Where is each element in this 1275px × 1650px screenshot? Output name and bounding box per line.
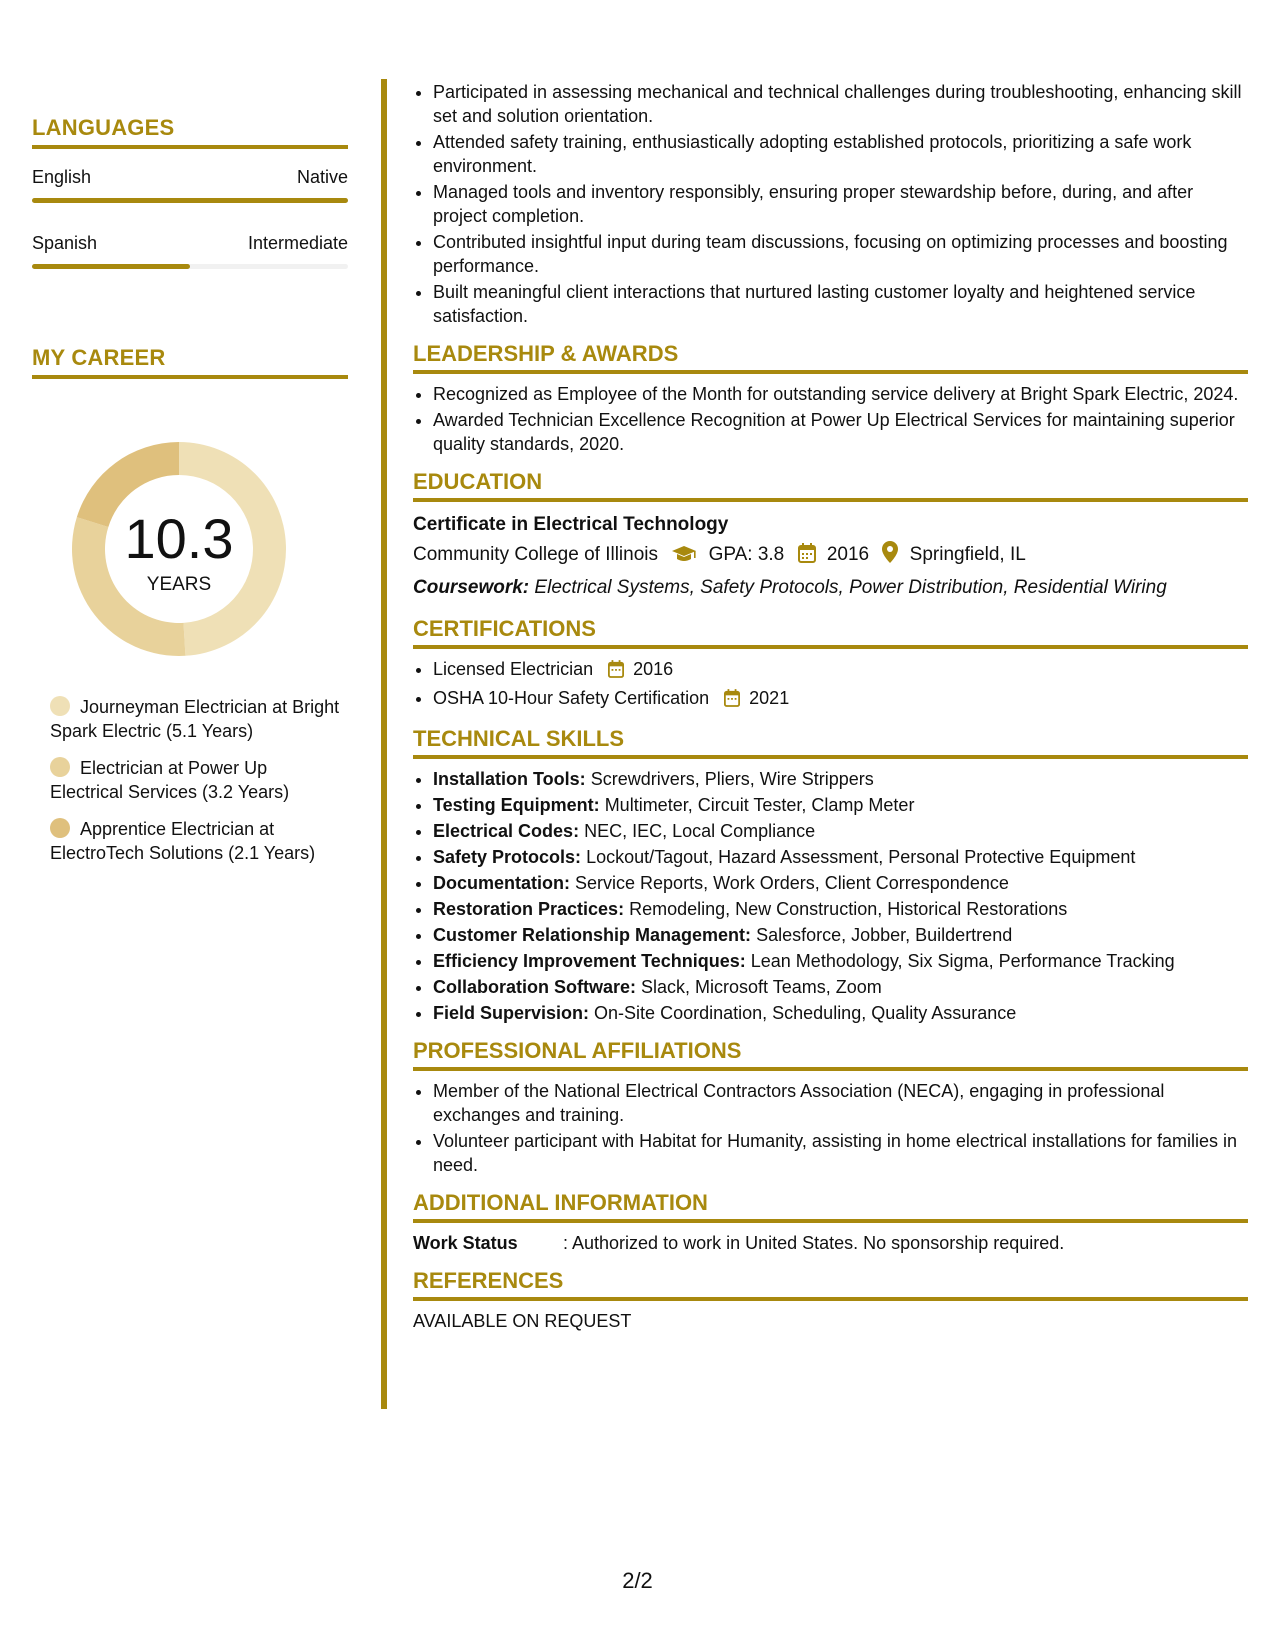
coursework-list: Electrical Systems, Safety Protocols, Power Distribution, Residential Wiring	[534, 577, 1167, 598]
list-item: • Awarded Technician Excellence Recognition at Power Up Electrical Services for maintaining superior quality standards, 2020.	[433, 408, 1248, 456]
leadership-list	[413, 382, 1248, 456]
certification-year: 2021	[749, 688, 790, 708]
list-item: • Attended safety training, enthusiastically adopting established protocols, prioritizing a safe work environment.	[433, 130, 1248, 178]
career-role-label: Journeyman Electrician at Bright Spark Electric (5.1 Years)	[50, 697, 340, 741]
skill-value: Lockout/Tagout, Hazard Assessment, Personal Protective Equipment	[586, 847, 1136, 867]
language-proficiency-fill	[32, 198, 348, 203]
skills-list	[413, 767, 1248, 1025]
column-divider	[381, 79, 387, 1409]
skill-value: Screwdrivers, Pliers, Wire Strippers	[590, 769, 874, 789]
career-donut-chart	[66, 436, 292, 662]
references-title: REFERENCES	[413, 1269, 1248, 1301]
skill-value: On-Site Coordination, Scheduling, Quality Assurance	[594, 1003, 1017, 1023]
skill-label: Field Supervision:	[433, 1003, 590, 1023]
skill-value: Lean Methodology, Six Sigma, Performance Tracking	[750, 951, 1175, 971]
list-item	[433, 767, 1248, 791]
legend-dot-icon	[50, 696, 70, 716]
legend-dot-icon	[50, 818, 70, 838]
list-item	[433, 871, 1248, 895]
language-proficiency-bar	[32, 198, 348, 203]
list-item: • Managed tools and inventory responsibly, ensuring proper stewardship before, during, and after project completion.	[433, 180, 1248, 228]
list-item	[433, 923, 1248, 947]
skill-label: Restoration Practices:	[433, 899, 625, 919]
certification-name: OSHA 10-Hour Safety Certification	[433, 688, 710, 708]
skill-label: Documentation:	[433, 873, 570, 893]
list-item: • Volunteer participant with Habitat for Humanity, assisting in home electrical installations for families in need.	[433, 1129, 1248, 1177]
skill-label: Efficiency Improvement Techniques:	[433, 951, 746, 971]
list-item: • Member of the National Electrical Contractors Association (NECA), engaging in professional exchanges and training.	[433, 1079, 1248, 1127]
degree-name: Certificate in Electrical Technology	[413, 514, 729, 535]
career-total-value: 10.3	[124, 507, 234, 570]
career-legend-item	[50, 695, 340, 743]
legend-dot-icon	[50, 757, 70, 777]
coursework	[413, 573, 1248, 603]
career-title: MY CAREER	[32, 345, 348, 379]
list-item	[433, 793, 1248, 817]
list-item: • Participated in assessing mechanical and technical challenges during troubleshooting, enhancing skill set and solution orientation.	[433, 80, 1248, 128]
list-item	[433, 975, 1248, 999]
career-role-label: Apprentice Electrician at ElectroTech Solutions (2.1 Years)	[50, 819, 316, 863]
language-level: Native	[296, 167, 348, 187]
calendar-icon	[608, 660, 624, 684]
main-content	[413, 80, 1248, 1333]
work-status-value: : Authorized to work in United States. No sponsorship required.	[563, 1233, 1065, 1253]
gpa: GPA: 3.8	[708, 544, 785, 565]
certification-name: Licensed Electrician	[433, 659, 594, 679]
language-name: Spanish	[32, 233, 98, 253]
graduation-cap-icon	[671, 543, 697, 573]
skills-title: TECHNICAL SKILLS	[413, 727, 1248, 759]
career-legend-item	[50, 817, 340, 865]
list-item: • Contributed insightful input during team discussions, focusing on optimizing processes and boosting performance.	[433, 230, 1248, 278]
calendar-icon	[724, 689, 740, 713]
list-item	[433, 897, 1248, 921]
skill-label: Customer Relationship Management:	[433, 925, 752, 945]
coursework-label: Coursework:	[413, 577, 530, 598]
school-name: Community College of Illinois	[413, 544, 658, 565]
language-name: English	[32, 167, 92, 187]
skill-value: Multimeter, Circuit Tester, Clamp Meter	[604, 795, 915, 815]
language-proficiency-bar	[32, 264, 348, 269]
certifications-list	[413, 657, 1248, 713]
list-item	[433, 657, 1248, 684]
list-item	[433, 845, 1248, 869]
skill-value: Remodeling, New Construction, Historical Restorations	[629, 899, 1068, 919]
skill-label: Electrical Codes:	[433, 821, 580, 841]
languages-section	[32, 115, 348, 269]
education-details	[413, 540, 1248, 573]
education-title: EDUCATION	[413, 470, 1248, 502]
affiliations-title: PROFESSIONAL AFFILIATIONS	[413, 1039, 1248, 1071]
skill-value: Service Reports, Work Orders, Client Correspondence	[575, 873, 1009, 893]
language-item	[32, 167, 348, 203]
language-proficiency-fill	[32, 264, 190, 269]
certifications-title: CERTIFICATIONS	[413, 617, 1248, 649]
school-location: Springfield, IL	[909, 544, 1026, 565]
skill-label: Installation Tools:	[433, 769, 586, 789]
work-status-row	[413, 1231, 1248, 1255]
additional-info-title: ADDITIONAL INFORMATION	[413, 1191, 1248, 1223]
references-text: AVAILABLE ON REQUEST	[413, 1311, 632, 1331]
skill-label: Safety Protocols:	[433, 847, 582, 867]
skill-label: Testing Equipment:	[433, 795, 600, 815]
language-item	[32, 233, 348, 269]
career-section	[32, 345, 348, 379]
experience-bullets	[413, 80, 1248, 328]
certification-year: 2016	[633, 659, 674, 679]
list-item	[433, 1001, 1248, 1025]
graduation-year: 2016	[826, 544, 870, 565]
list-item	[433, 686, 1248, 713]
skill-value: NEC, IEC, Local Compliance	[584, 821, 816, 841]
skill-value: Salesforce, Jobber, Buildertrend	[756, 925, 1013, 945]
career-legend-item	[50, 756, 340, 804]
languages-title: LANGUAGES	[32, 115, 348, 149]
career-total-unit: YEARS	[146, 574, 212, 595]
skill-label: Collaboration Software:	[433, 977, 637, 997]
leadership-title: LEADERSHIP & AWARDS	[413, 342, 1248, 374]
list-item: • Built meaningful client interactions that nurtured lasting customer loyalty and heightened service satisfaction.	[433, 280, 1248, 328]
page-number: 2/2	[622, 1568, 653, 1593]
list-item	[433, 819, 1248, 843]
work-status-label: Work Status	[413, 1233, 518, 1253]
location-pin-icon	[882, 541, 898, 573]
affiliations-list	[413, 1079, 1248, 1177]
career-role-label: Electrician at Power Up Electrical Services (3.2 Years)	[50, 758, 290, 802]
list-item: • Recognized as Employee of the Month for outstanding service delivery at Bright Spark Electric, 2024.	[433, 382, 1248, 406]
list-item	[433, 949, 1248, 973]
language-level: Intermediate	[247, 233, 348, 253]
skill-value: Slack, Microsoft Teams, Zoom	[641, 977, 882, 997]
calendar-icon	[798, 543, 816, 573]
